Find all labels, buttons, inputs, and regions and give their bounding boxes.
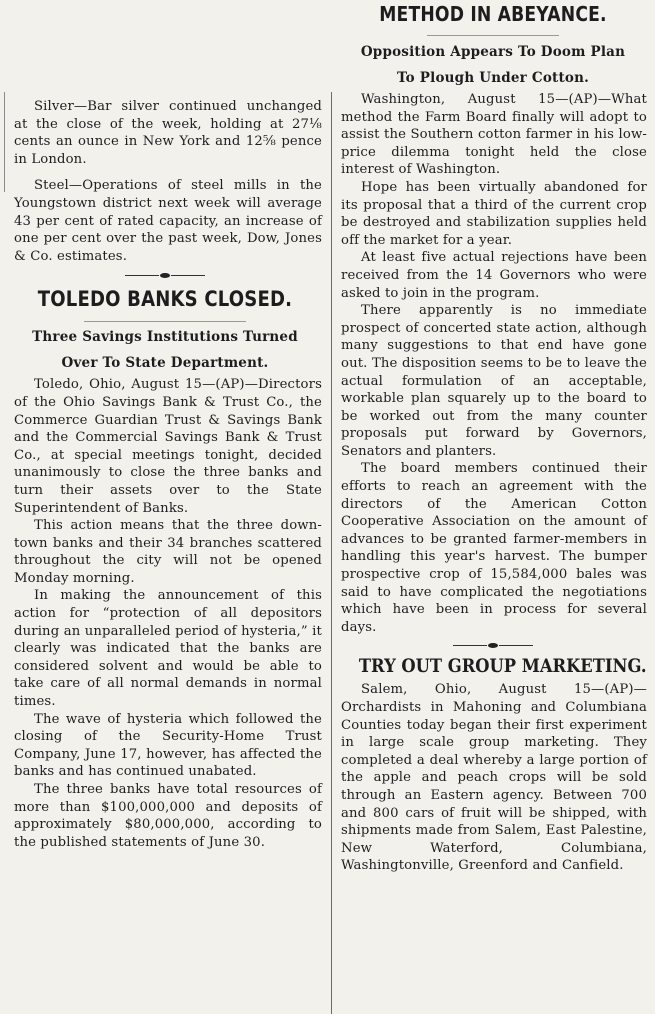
group-marketing-paragraph: Salem, Ohio, August 15—(AP)—Orchardists in Mahoning and Columbiana Counties today began their first experiment in large scale group marketing. They completed a deal whereby a large portion of the apple and peach crops will be sold through an Eastern agency. Between 700 and 800 cars of fruit will be shipped, with shipments made from Salem, East Palestine, New Waterford, Columbiana, Washingtonville, Greenford and Canfield. (341, 682, 647, 874)
left-column (4, 0, 326, 851)
method-paragraph: Washington, August 15—(AP)—What method the Farm Board finally will adopt to assist the Southern cotton farmer in his low-price dilemma tonight held the close interest of Washington. (341, 92, 647, 178)
column-divider (331, 92, 332, 1014)
separator-dash (337, 639, 649, 651)
toledo-deck-line-2: Over To State Department. (61, 355, 269, 372)
toledo-paragraph: This action means that the three down-town banks and their 34 branches scattered throughout the city will not be opened Monday morning. (14, 518, 322, 586)
toledo-paragraph: The three banks have total resources of more than $100,000,000 and deposits of approximately $80,000,000, according to the published statements of June 30. (14, 782, 322, 850)
separator-dash (4, 269, 326, 281)
method-article-body (337, 91, 649, 636)
toledo-paragraph: In making the announcement of this action for “protection of all depositors during an unparalleled period of hysteria,” it clearly was indicated that the banks are considered solvent and would be able to take care of all normal demands in normal times. (14, 588, 322, 710)
silver-market-paragraph: Silver—Bar silver continued unchanged at the close of the week, holding at 27⅛ cents an ounce in New York and 12⅝ pence in London. (14, 99, 322, 167)
method-paragraph: Hope has been virtually abandoned for its proposal that a third of the current crop be destroyed and stabilization supplies held off the market for a year. (341, 179, 647, 248)
group-marketing-article-body (337, 681, 649, 875)
method-paragraph: At least five actual rejections have been received from the 14 Governors who were asked to join in the program. (341, 250, 647, 301)
toledo-paragraph: The wave of hysteria which followed the closing of the Security-Home Trust Company, June 17, however, has affected the banks and has continued unabated. (14, 711, 322, 780)
toledo-paragraph: Toledo, Ohio, August 15—(AP)—Directors of the Ohio Savings Bank & Trust Co., the Commerce Guardian Trust & Savings Bank and the Commercial Savings Bank & Trust Co., at special meetings tonight, decided unanimously to close the three banks and turn their assets over to the State Superintendent of Banks. (14, 377, 322, 516)
method-paragraph: There apparently is no immediate prospect of concerted state action, although many suggestions to that end have gone out. The disposition seems to be to leave the actual formulation of an acceptable, workable plan squarely up to the board to be worked out from the many counter proposals put forward by Governors, Senators and planters. (341, 303, 647, 459)
toledo-article-body (4, 376, 326, 851)
steel-market-paragraph: Steel—Operations of steel mills in the Youngstown district next week will average 43 per cent of rated capacity, an increase of one per cent over the past week, Dow, Jones & Co. estimates. (14, 178, 322, 264)
method-deck-line-1: Opposition Appears To Doom Plan (360, 44, 626, 60)
method-deck-line-2: To Plough Under Cotton. (396, 70, 590, 86)
right-column (337, 0, 649, 875)
group-marketing-headline: TRY OUT GROUP MARKETING. (358, 655, 647, 678)
toledo-deck-line-1: Three Savings Institutions Turned (32, 329, 298, 346)
toledo-headline: TOLEDO BANKS CLOSED. (37, 287, 293, 312)
method-paragraph: The board members continued their efforts to reach an agreement with the directors of the American Cotton Cooperative Association on the amount of advances to be granted farmer-members in handling this year's harvest. The bumper prospective crop of 15,584,000 bales was said to have complicated the negotiations which have been in process for several days. (341, 461, 647, 635)
method-headline: METHOD IN ABEYANCE. (379, 2, 607, 26)
